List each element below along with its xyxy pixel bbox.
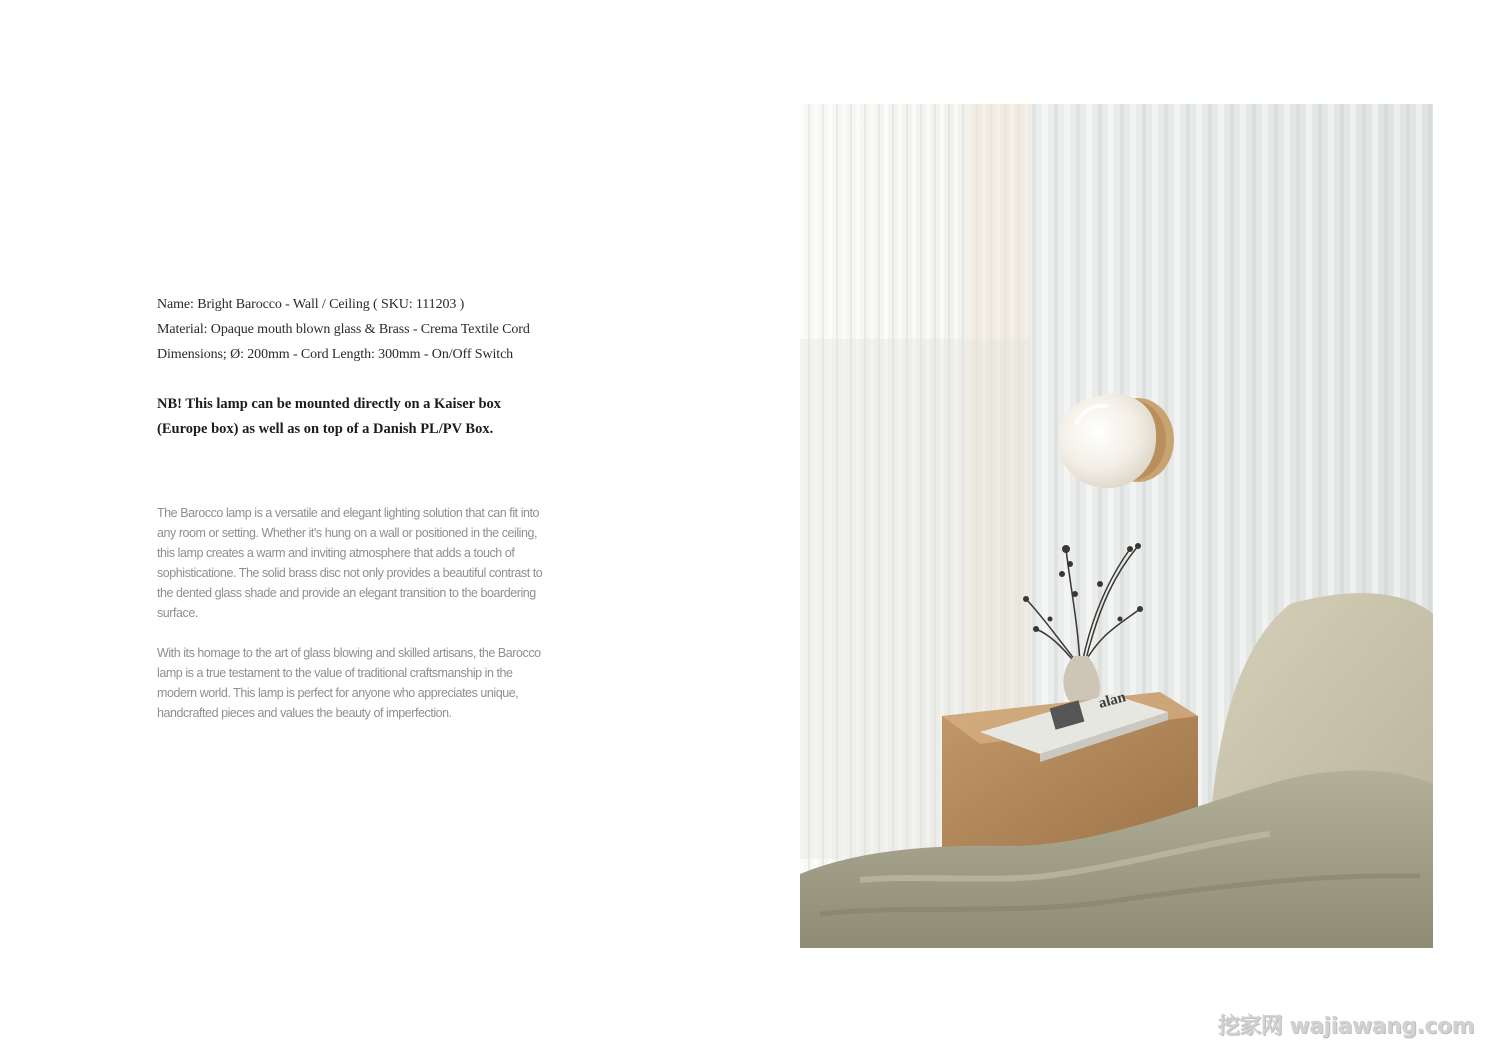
mounting-note	[157, 392, 617, 442]
mounting-note-line: NB! This lamp can be mounted directly on a Kaiser box	[157, 396, 502, 412]
description-line: With its homage to the art of glass blowing and skilled artisans, the Barocco	[157, 646, 541, 660]
site-watermark: 挖家网 wajiawang.com	[1217, 1014, 1474, 1039]
description-line: surface.	[157, 606, 198, 620]
description-line: The Barocco lamp is a versatile and elegant lighting solution that can fit into	[157, 506, 540, 520]
glass-shade	[1058, 394, 1156, 488]
product-specs	[157, 292, 617, 367]
product-photo	[800, 104, 1433, 948]
description-line: the dented glass shade and provide an elegant transition to the boardering	[157, 586, 536, 600]
description-line: modern world. This lamp is perfect for anyone who appreciates unique,	[157, 686, 519, 700]
description-line: any room or setting. Whether it's hung on a wall or positioned in the ceiling,	[157, 526, 538, 540]
book-title: alan	[1096, 689, 1128, 712]
description-line: lamp is a true testament to the value of traditional craftsmanship in the	[157, 666, 513, 680]
spec-name: Name: Bright Barocco - Wall / Ceiling ( SKU: 111203 )	[157, 297, 465, 312]
description-line: sophisticatione. The solid brass disc not only provides a beautiful contrast to	[157, 566, 543, 580]
bedroom-scene-image	[800, 104, 1433, 948]
product-description	[157, 503, 587, 723]
mounting-note-line: (Europe box) as well as on top of a Danish PL/PV Box.	[157, 421, 494, 437]
spec-dimensions: Dimensions; Ø: 200mm - Cord Length: 300mm - On/Off Switch	[157, 347, 514, 362]
description-line: this lamp creates a warm and inviting atmosphere that adds a touch of	[157, 546, 515, 560]
spec-material: Material: Opaque mouth blown glass & Brass - Crema Textile Cord	[157, 322, 530, 337]
paragraph-gap	[157, 623, 587, 643]
description-line: handcrafted pieces and values the beauty of imperfection.	[157, 706, 452, 720]
